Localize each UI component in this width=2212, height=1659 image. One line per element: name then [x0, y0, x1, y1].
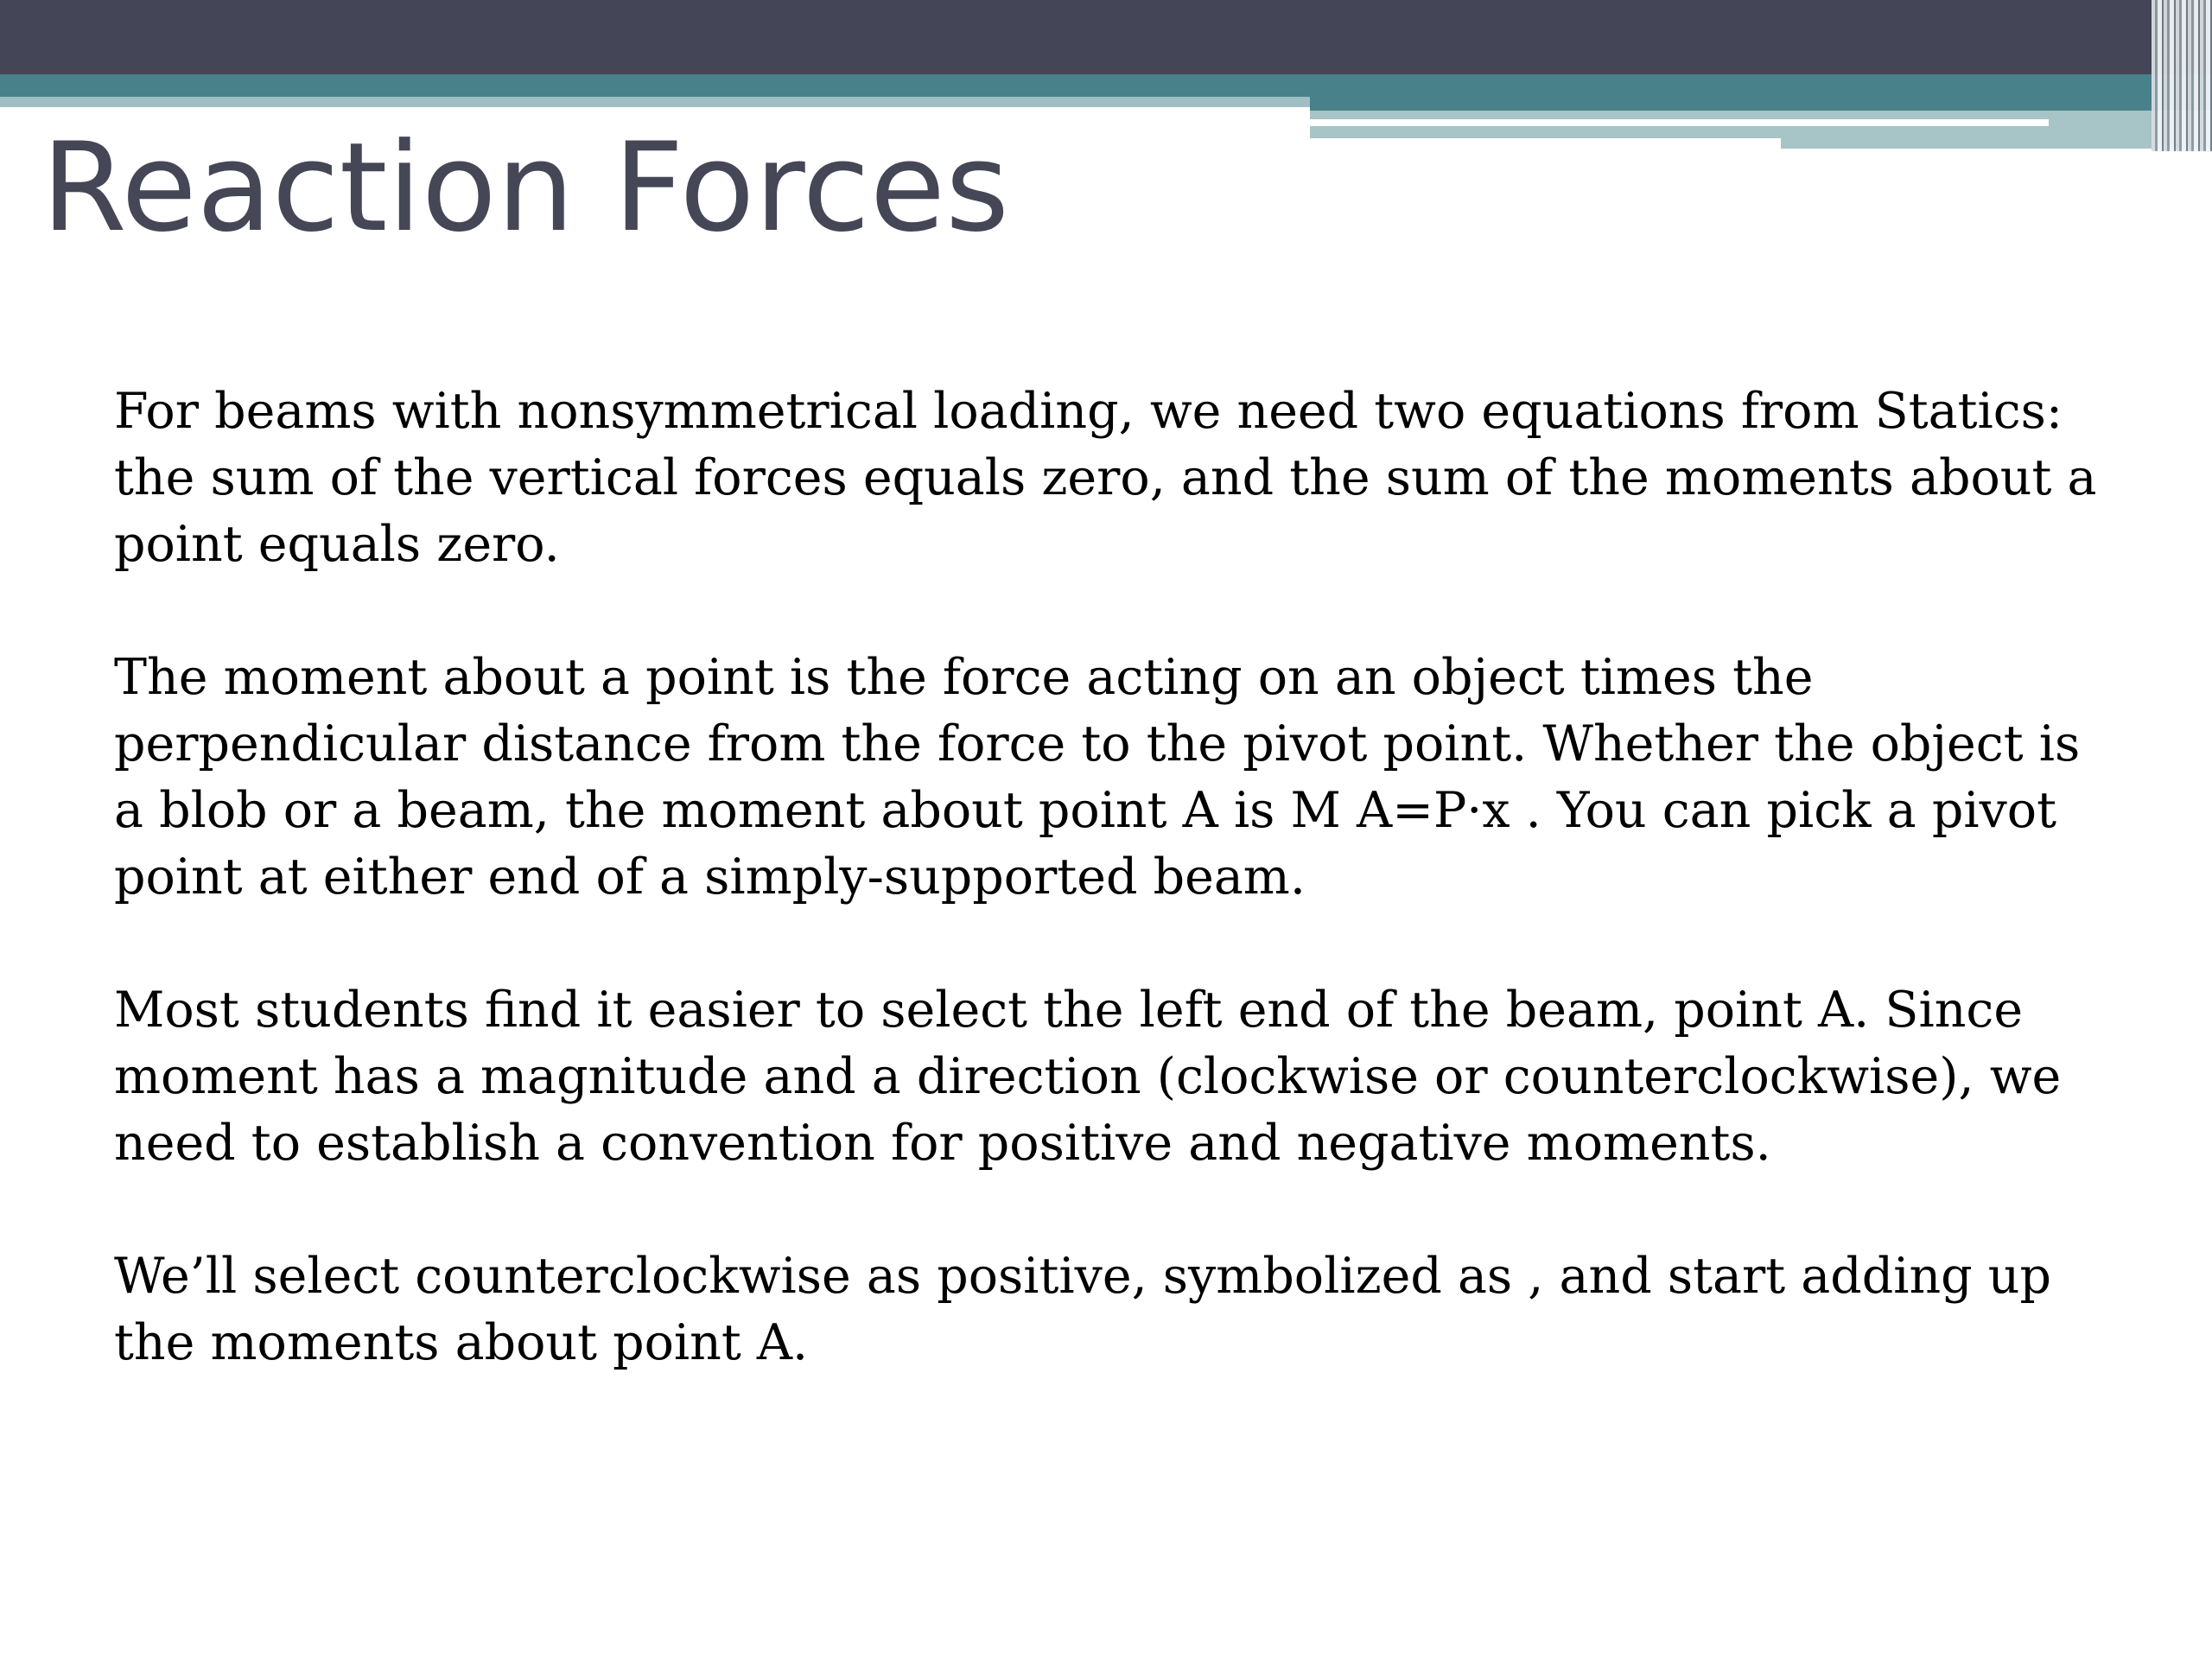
header-accent-line-short	[1310, 138, 1781, 149]
header-banner-right-teal	[1310, 74, 2212, 111]
header-accent-line	[1310, 119, 2049, 126]
header-banner-dark	[0, 0, 2212, 74]
slide-title: Reaction Forces	[41, 117, 1010, 259]
header-banner-light	[0, 97, 1310, 107]
paragraph-statics-equations: For beams with nonsymmetrical loading, we need two equations from Statics: the sum of the vertical forces equals zero, and the sum of the moments about a point equals zero.	[114, 383, 2097, 573]
slide-body	[114, 378, 2136, 1376]
header-banner-teal	[0, 74, 1310, 97]
paragraph-sign-convention: Most students find it easier to select the left end of the beam, point A. Since moment has a magnitude and a direction (clockwise or counterclockwise), we need to establish a convention for positive and negative moments.	[114, 982, 2062, 1172]
paragraph-moment-definition: The moment about a point is the force acting on an object times the perpendicular distance from the force to the pivot point. Whether the object is a blob or a beam, the moment about point A is M A=P·x . You can pick a pivot point at either end of a simply-supported beam.	[114, 649, 2081, 906]
header-edge-stripes	[2152, 0, 2212, 151]
paragraph-counterclockwise: We’ll select counterclockwise as positive, symbolized as , and start adding up the moments about point A.	[114, 1248, 2051, 1371]
